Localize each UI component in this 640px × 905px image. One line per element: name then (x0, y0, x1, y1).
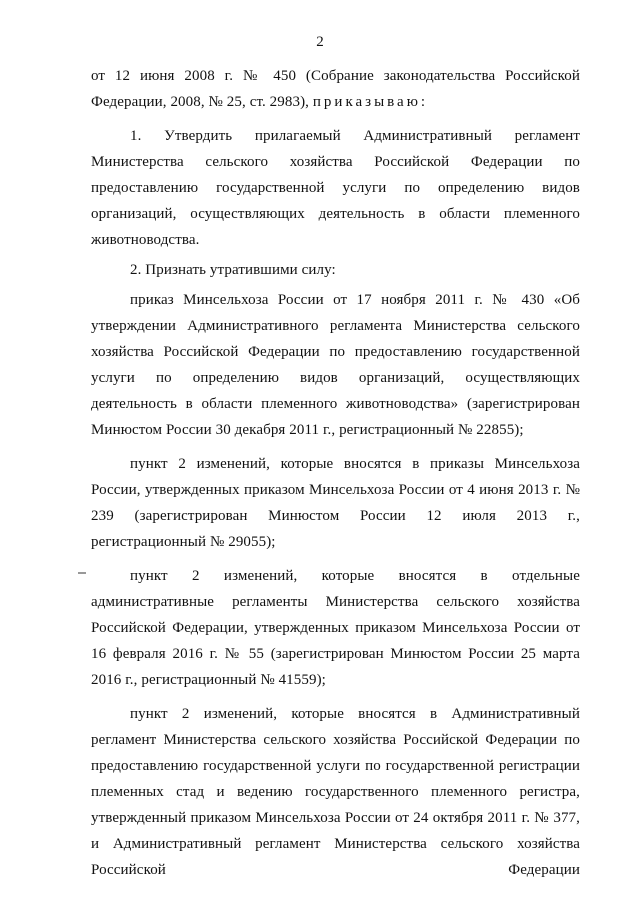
item-1-paragraph: 1. Утвердить прилагаемый Административный регламент Министерства сельского хозяйства Российской Федерации по предоставлению государственной услуги по определению видов организаций, осуществляющих деятельность в области племенного животноводства. (91, 128, 580, 248)
intro-text: от 12 июня 2008 г. № 450 (Собрание законодательства Российской Федерации, 2008, № 25, ст. 2983), (91, 68, 580, 110)
page-number: 2 (316, 34, 324, 50)
invalidated-item-2013: пункт 2 изменений, которые вносятся в приказы Минсельхоза России, утвержденных приказом Минсельхоза России от 4 июня 2013 г. № 239 (зарегистрирован Минюстом России 12 июля 2013 г., регистрационный № 29055); (91, 456, 580, 550)
scan-margin-mark (78, 572, 86, 574)
order-word: приказываю: (312, 94, 429, 110)
invalidated-item-2016: пункт 2 изменений, которые вносятся в отдельные административные регламенты Министерства сельского хозяйства Российской Федерации, утвержденных приказом Минсельхоза России от 16 февраля 2016 г. № 55 (зарегистрирован Минюстом России 25 марта 2016 г., регистрационный № 41559); (91, 568, 580, 688)
invalidated-order-2011: приказ Минсельхоза России от 17 ноября 2011 г. № 430 «Об утверждении Административного регламента Министерства сельского хозяйства Российской Федерации по предоставлению государственной услуги по определению видов организаций, осуществляющих деятельность в области племенного животноводства» (зарегистрирован Минюстом России 30 декабря 2011 г., регистрационный № 22855); (91, 292, 580, 438)
item-2-heading: 2. Признать утратившими силу: (130, 262, 336, 278)
document-body (91, 63, 580, 883)
intro-paragraph (91, 63, 580, 115)
invalidated-item-2011-regulation: пункт 2 изменений, которые вносятся в Административный регламент Министерства сельского хозяйства Российской Федерации по предоставлению государственной услуги по государственной регистрации племенных стад и ведению государственного племенного регистра, утвержденный приказом Минсельхоза России от 24 октября 2011 г. № 377, и Административный регламент Министерства сельского хозяйства Российской Федерации (91, 706, 580, 878)
